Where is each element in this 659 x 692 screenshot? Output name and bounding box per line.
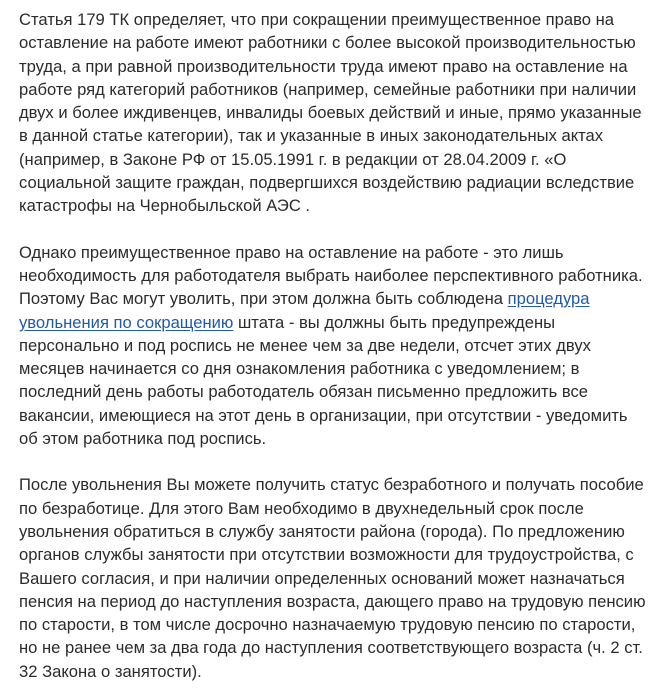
paragraph-text-after-link: штата - вы должны быть предупреждены персонально и под роспись не менее чем за две недели, отсчет этих двух месяцев начинается со дня ознакомления работника с уведомлением; в последний день работы работодатель обязан письменно предложить все вакансии, имеющиеся на этот день в организации, при отсутствии - уведомить об этом работника под роспись. xyxy=(19,312,628,449)
paragraph-unemployment-status: После увольнения Вы можете получить статус безработного и получать пособие по безработице. Для этого Вам необходимо в двухнедельный срок после увольнения обратиться в службу занятости района (города). По предложению органов службы занятости при отсутствии возможности для трудоустройства, с Вашего согласия, и при наличии определенных оснований может назначаться пенсия на период до наступления возраста, дающего право на трудовую пенсию по старости, в том числе досрочно назначаемую трудовую пенсию по старости, но не ранее чем за два года до наступления соответствующего возраста (ч. 2 ст. 32 Закона о занятости). xyxy=(19,475,646,681)
dismissal-procedure-link[interactable]: процедура увольнения по сокращению xyxy=(19,289,590,332)
paragraph-dismissal-procedure xyxy=(19,241,647,451)
paragraph-text-before-link: Однако преимущественное право на оставление на работе - это лишь необходимость для работодателя выбрать наиболее перспективного работника. Поэтому Вас могут уволить, при этом должна быть соблюдена xyxy=(19,242,643,309)
paragraph-article-179: Статья 179 ТК определяет, что при сокращении преимущественное право на оставление на работе имеют работники с более высокой производительностью труда, а при равной производительности труда имеют право на оставление на работе ряд категорий работников (например, семейные работники при наличии двух и более иждивенцев, инвалиды боевых действий и иные, прямо указанные в данной статье категории), так и указанные в иных законодательных актах (например, в Законе РФ от 15.05.1991 г. в редакции от 28.04.2009 г. «О социальной защите граждан, подвергшихся воздействию радиации вследствие катастрофы на Чернобыльской АЭС . xyxy=(19,10,642,216)
